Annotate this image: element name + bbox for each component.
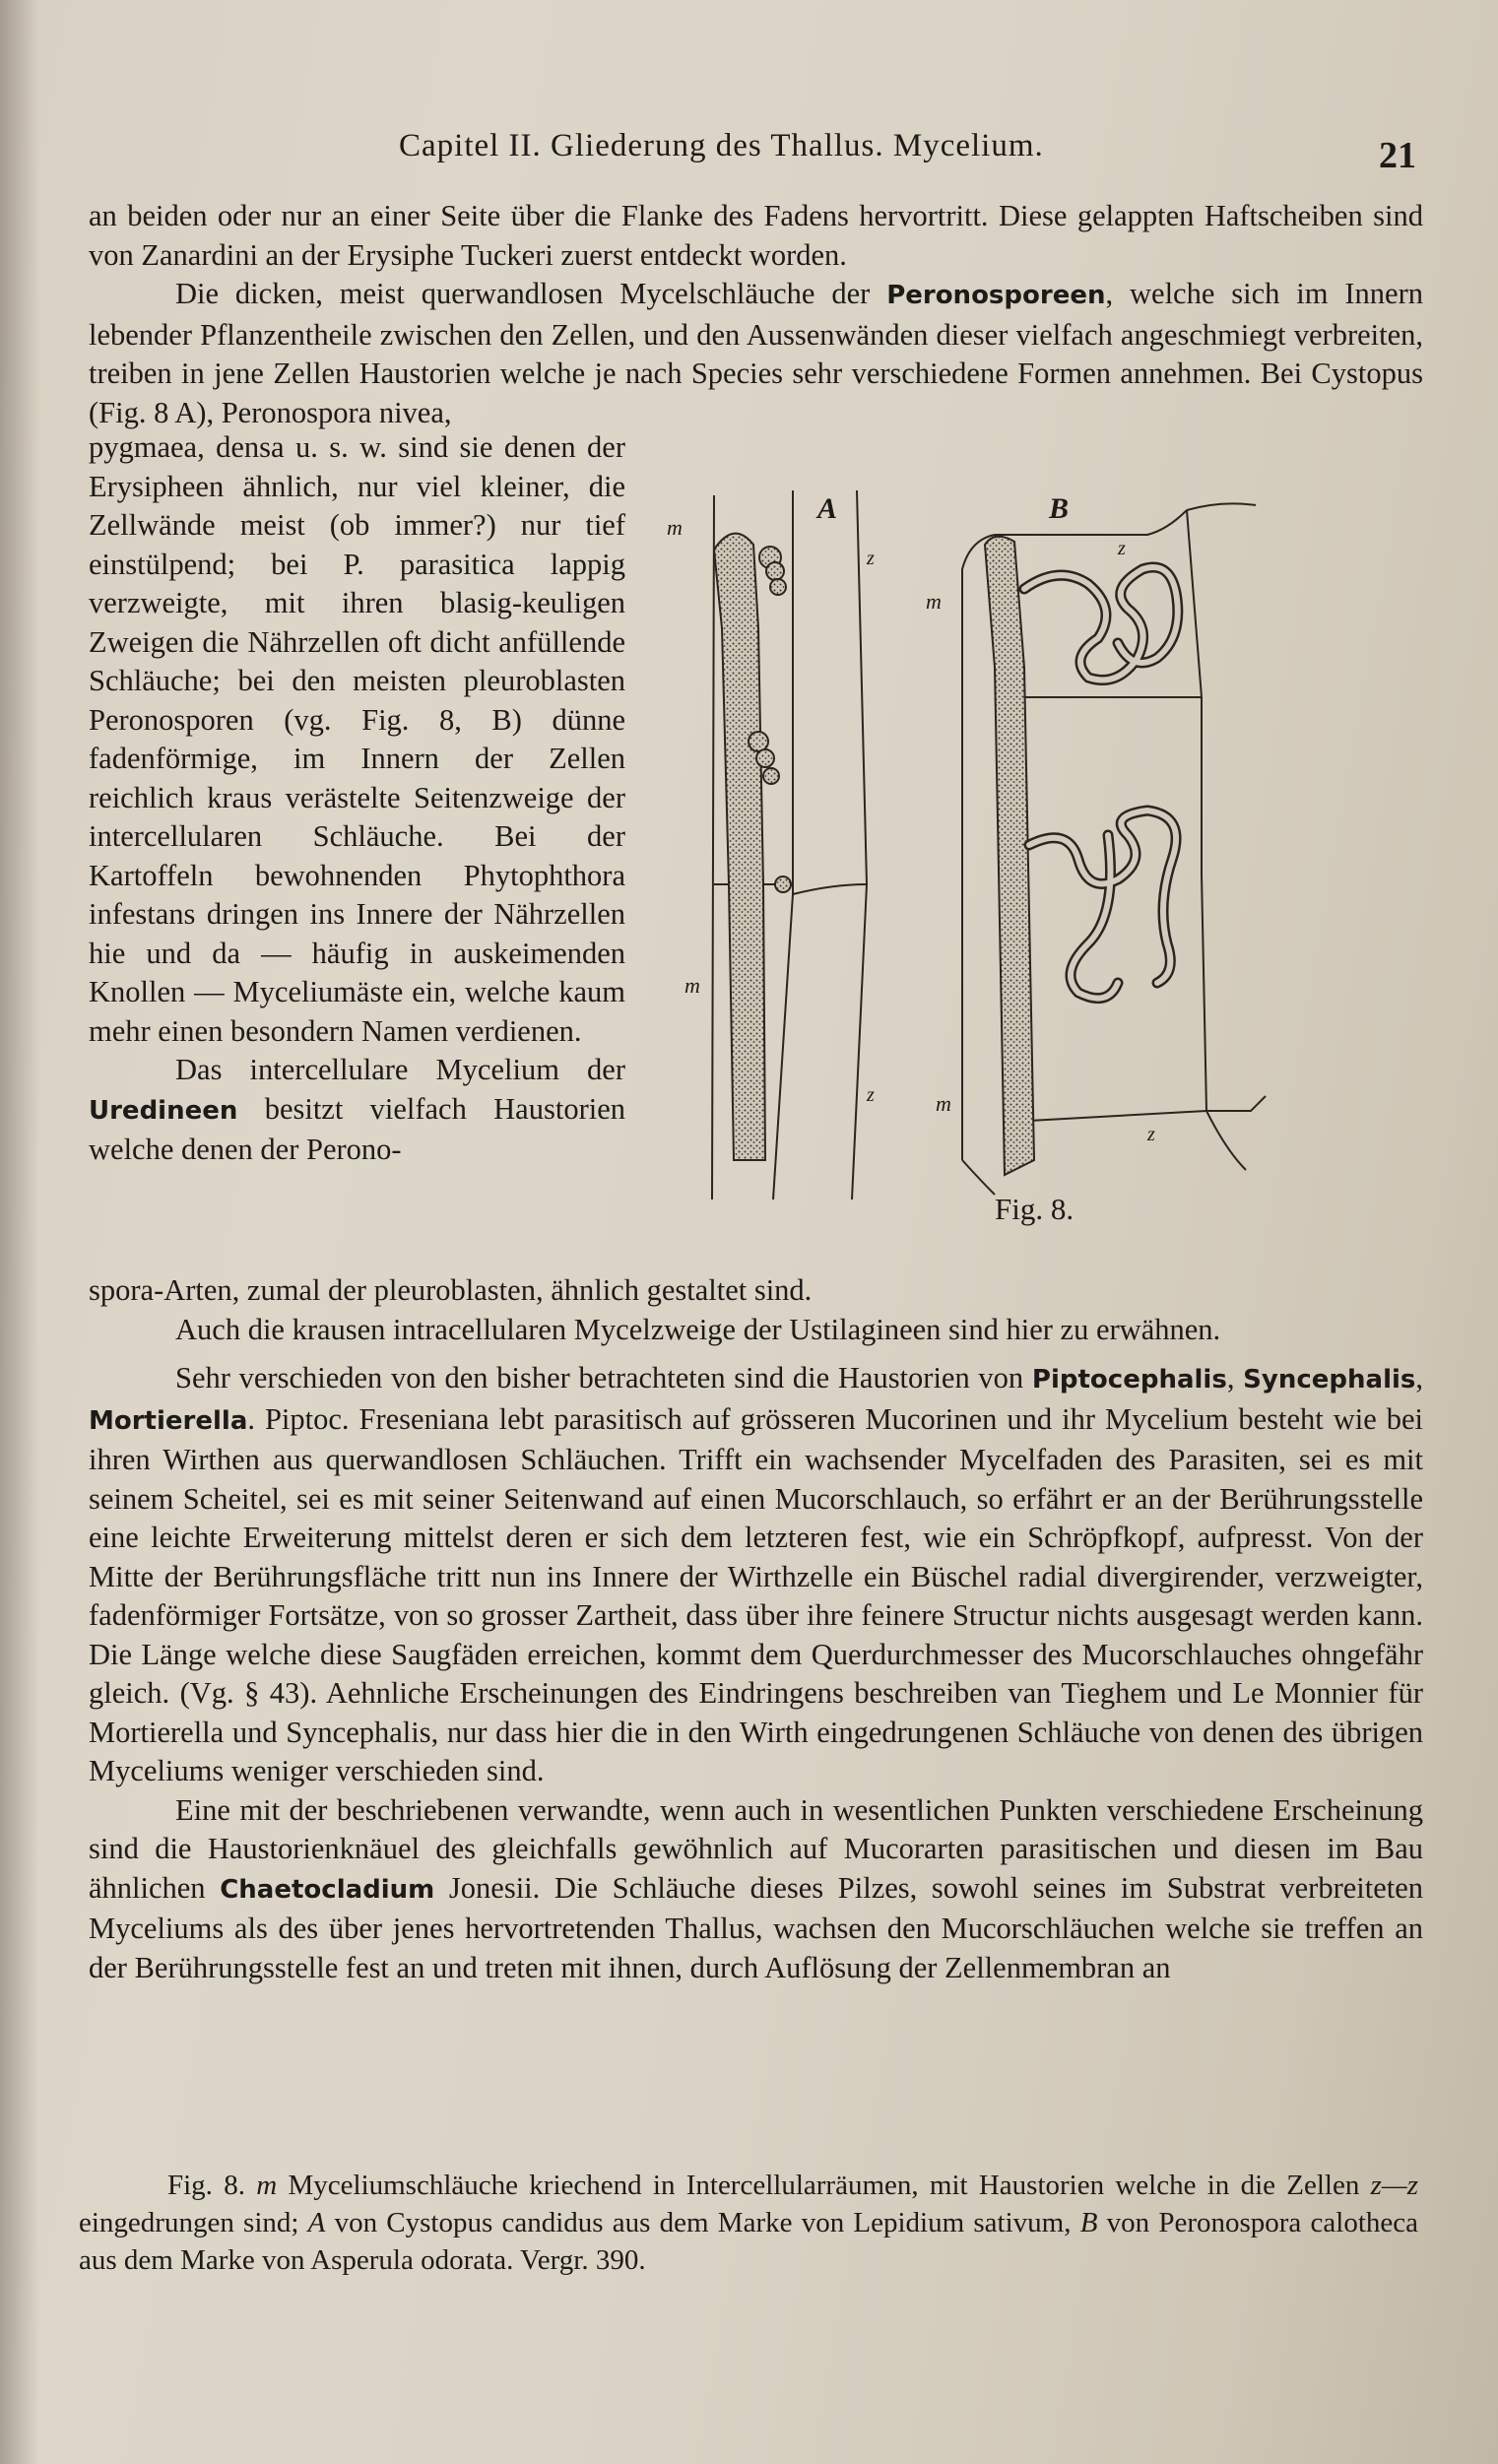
- panel-b-label: B: [1049, 492, 1070, 525]
- genus-syncephalis: Syncephalis: [1243, 1365, 1416, 1394]
- panel-b-z-label-bottom: z: [1147, 1124, 1155, 1145]
- genus-peronosporeen: Peronosporeen: [886, 281, 1106, 310]
- figure-caption: Fig. 8. m Myceliumschläuche kriechend in Intercellularräumen, mit Haustorien welche in die Zellen z—z eingedrungen sind; A von Cystopus candidus aus dem Marke von Lepidium sativum, B von Peronospora calotheca aus dem Marke von Asperula odorata. Vergr. 390.: [79, 2170, 1418, 2276]
- panel-b-z-label-top: z: [1118, 538, 1126, 559]
- genus-uredineen: Uredineen: [89, 1095, 238, 1126]
- genus-piptocephalis: Piptocephalis: [1031, 1365, 1227, 1394]
- panel-a-m-label-bottom: m: [684, 973, 700, 998]
- panel-b-hypha: [985, 537, 1034, 1175]
- running-head: Capitel II. Gliederung des Thallus. Mycelium.: [399, 128, 1044, 163]
- wrapped-paragraph: pygmaea, densa u. s. w. sind sie denen der Erysipheen ähnlich, nur viel kleiner, die Zellwände meist (ob immer?) nur tief einstülpend; bei P. parasitica lappig verzweigte, mit ihren blasig-keuligen Zweigen die Nährzellen oft dicht anfüllende Schläuche; bei den meisten pleuroblasten Peronosporen (vg. Fig. 8, B) dünne fadenförmige, im Innern der Zellen reichlich kraus verästelte Seitenzweige der intercellularen Schläuche. Bei der Kartoffeln bewohnenden Phytophthora infestans dringen ins Innere der Nährzellen hie und da — häufig in auskeimenden Knollen — Myceliumäste ein, welche kaum mehr einen besondern Namen verdienen.: [89, 430, 625, 1048]
- panel-a-hypha: [714, 534, 765, 1160]
- paragraph-4: Auch die krausen intracellularen Mycelzweige der Ustilagineen sind hier zu erwähnen.: [175, 1312, 1221, 1346]
- paragraph-6: Eine mit der beschriebenen verwandte, wenn auch in wesentlichen Punkten verschiedene Erscheinung sind die Haustorienknäuel des gleichfalls gewöhnlich auf Mucorarten parasitischen und diesen im Bau ähnlichen Chaetocladium Jonesii. Die Schläuche dieses Pilzes, sowohl seines im Substrat verbreiteten Myceliums als des über jenes hervortretenden Thallus, wachsen den Mucorschläuchen welche sie treffen an der Berührungsstelle fest an und treten mit ihnen, durch Auflösung der Zellenmembran an: [89, 1792, 1424, 1984]
- page-edge-shadow: [0, 0, 39, 2464]
- paragraph-3: spora-Arten, zumal der pleuroblasten, ähnlich gestaltet sind.: [89, 1273, 813, 1307]
- opening-text: [89, 197, 1423, 432]
- panel-a-z-label-top: z: [867, 548, 875, 569]
- panel-a-label: A: [817, 492, 838, 525]
- paragraph-2: Die dicken, meist querwandlosen Mycelschläuche der Peronosporeen, welche sich im Innern lebender Pflanzentheile zwischen den Zellen, und den Aussenwänden dieser vielfach angeschmiegt verbreiten, treiben in jene Zellen Haustorien welche je nach Species sehr verschiedene Formen annehmen. Bei Cystopus (Fig. 8 A), Peronospora nivea,: [89, 277, 1423, 429]
- genus-mortierella: Mortierella: [89, 1405, 248, 1436]
- genus-chaetocladium: Chaetocladium: [220, 1874, 435, 1905]
- main-text: [89, 1271, 1423, 1987]
- panel-a-m-label-top: m: [667, 515, 683, 540]
- page-number: 21: [1379, 135, 1416, 176]
- uredineen-paragraph: Das intercellulare Mycelium der Uredineen besitzt vielfach Haustorien welche denen der Perono-: [89, 1053, 625, 1166]
- figure-8-illustration: [655, 471, 1453, 1229]
- wrapped-column: [89, 428, 625, 1170]
- paragraph-5: Sehr verschieden von den bisher betrachteten sind die Haustorien von Piptocephalis, Syncephalis, Mortierella. Piptoc. Freseniana lebt parasitisch auf grösseren Mucorinen und ihr Mycelium besteht wie bei ihren Wirthen aus querwandlosen Schläuchen. Trifft ein wachsender Mycelfaden des Parasiten, sei es mit seinem Scheitel, sei es mit seiner Seitenwand auf einen Mucorschlauch, so erfährt er an der Berührungsstelle eine leichte Erweiterung mittelst deren er sich dem letzteren fest, wie ein Schröpfkopf, aufpresst. Von der Mitte der Berührungsfläche tritt nun ins Innere der Wirthzelle ein Büschel radial divergirender, verzweigter, fadenförmiger Fortsätze, von so grosser Zartheit, dass über ihre feinere Structur nichts ausgesagt werden kann. Die Länge welche diese Saugfäden erreichen, kommt dem Querdurchmesser des Mucorschlauches ohngefähr gleich. (Vg. § 43). Aehnliche Erscheinungen des Eindringens beschreiben van Tieghem und Le Monnier für Mortierella und Syncephalis, nur dass hier die in den Wirth eingedrungenen Schläuche von denen des übrigen Myceliums weniger verschieden sind.: [89, 1361, 1423, 1787]
- panel-b-m-label-bottom: m: [936, 1091, 951, 1116]
- panel-b-m-label-top: m: [926, 589, 942, 614]
- paragraph-1: an beiden oder nur an einer Seite über die Flanke des Fadens hervortritt. Diese gelappten Haftscheiben sind von Zanardini an der Erysiphe Tuckeri zuerst entdeckt worden.: [89, 199, 1423, 272]
- figure-label: Fig. 8.: [995, 1192, 1075, 1226]
- panel-a-z-label-bottom: z: [867, 1084, 875, 1106]
